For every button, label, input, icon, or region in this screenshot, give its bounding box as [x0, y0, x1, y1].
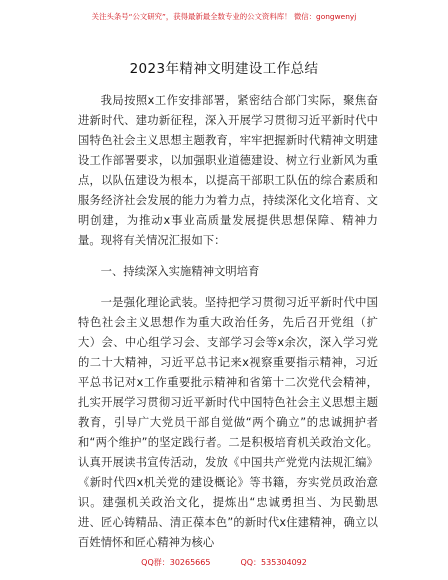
footer-qq-group: QQ群：30265665	[141, 558, 211, 567]
section-1-paragraph: 一是强化理论武装。坚持把学习贯彻习近平新时代中国特色社会主义思想作为重大政治任务，先后召开党组（扩大）会、中心组学习会、支部学习会等x余次，深入学习党的二十大精神，习近平总书记来x视察重要指示精神，习近平总书记对x工作重要批示精神和省第十二次党代会精神，扎实开展学习贯彻习近平新时代中国特色社会主义思想主题教育，引导广大党员干部自觉做“两个确立”的忠诚拥护者和“两个维护”的坚定践行者。二是积极培育机关政治文化。认真开展读书宣传活动，发放《中国共产党党内法规汇编》《新时代四x机关党的建设概论》等书籍，夯实党员政治意识。建强机关政治文化，提炼出“忠诚勇担当、为民勤思进、匠心铸精品、清正葆本色”的新时代x住建精神，确立以百姓情怀和匠心精神为核心	[78, 296, 378, 549]
section-1-heading: 一、持续深入实施精神文明培育	[100, 265, 260, 278]
header-banner: 关注头条号“公文研究”，获得最新最全数专业的公文资料库！ 微信：gongwenyj	[91, 12, 357, 21]
document-body	[78, 91, 378, 553]
footer-qq: QQ：535304092	[240, 558, 307, 567]
document-title: 2023年精神文明建设工作总结	[129, 61, 319, 77]
footer-contact	[0, 557, 448, 569]
intro-paragraph: 我局按照x工作安排部署，紧密结合部门实际，聚焦奋进新时代、建功新征程，深入开展学习贯彻习近平新时代中国特色社会主义思想主题教育，牢牢把握新时代精神文明建设工作部署要求，以加强职业道德建设、树立行业新风为重点，以队伍建设为根本，以提高干部职工队伍的综合素质和服务经济社会发展的能力为着力点，持续深化文化培育、文明创建，为推动x事业高质量发展提供思想保障、精神力量。现将有关情况汇报如下：	[78, 94, 378, 247]
